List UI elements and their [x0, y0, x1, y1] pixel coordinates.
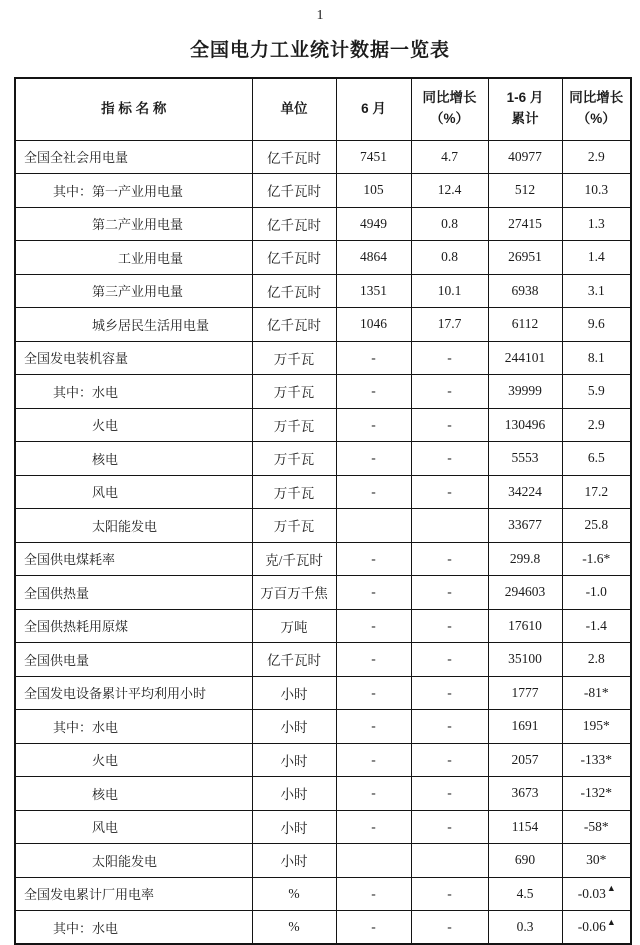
month-yoy-cell: - — [411, 676, 488, 710]
month-yoy-cell: - — [411, 542, 488, 576]
unit-cell: 亿千瓦时 — [252, 241, 336, 275]
month-value-cell: - — [336, 877, 411, 911]
cumulative-yoy-cell: -0.03▲ — [562, 877, 631, 911]
indicator-cell: 第二产业用电量 — [15, 207, 252, 241]
indicator-cell: 火电 — [15, 743, 252, 777]
cumulative-value-cell: 2057 — [488, 743, 562, 777]
cumulative-yoy-cell: 6.5 — [562, 442, 631, 476]
table-row — [15, 710, 631, 744]
cumulative-value-cell: 4.5 — [488, 877, 562, 911]
cumulative-yoy-cell: 25.8 — [562, 509, 631, 543]
cumulative-yoy-cell: 10.3 — [562, 174, 631, 208]
cumulative-value-cell: 1777 — [488, 676, 562, 710]
unit-cell: 万千瓦 — [252, 509, 336, 543]
unit-cell: 亿千瓦时 — [252, 308, 336, 342]
table-row — [15, 542, 631, 576]
indicator-cell: 全国发电装机容量 — [15, 341, 252, 375]
stats-table — [14, 77, 632, 945]
cumulative-yoy-cell: 9.6 — [562, 308, 631, 342]
unit-cell: 万千瓦 — [252, 475, 336, 509]
column-header — [411, 78, 488, 140]
unit-cell: 万千瓦 — [252, 408, 336, 442]
table-row — [15, 576, 631, 610]
unit-cell: 小时 — [252, 810, 336, 844]
unit-cell: 万吨 — [252, 609, 336, 643]
indicator-cell: 风电 — [15, 810, 252, 844]
header-row — [15, 78, 631, 140]
month-yoy-cell: 10.1 — [411, 274, 488, 308]
month-yoy-cell: - — [411, 442, 488, 476]
column-header-line: 指 标 名 称 — [101, 100, 167, 116]
unit-cell: 万千瓦 — [252, 442, 336, 476]
column-header — [252, 78, 336, 140]
month-yoy-cell: - — [411, 375, 488, 409]
unit-cell: 小时 — [252, 710, 336, 744]
table-row — [15, 375, 631, 409]
table-row — [15, 777, 631, 811]
month-value-cell: 7451 — [336, 140, 411, 174]
indicator-cell: 核电 — [15, 777, 252, 811]
month-value-cell: - — [336, 777, 411, 811]
month-yoy-cell: - — [411, 408, 488, 442]
indicator-cell: 全国供电量 — [15, 643, 252, 677]
cumulative-yoy-cell: 195* — [562, 710, 631, 744]
month-value-cell: - — [336, 643, 411, 677]
unit-cell: 亿千瓦时 — [252, 140, 336, 174]
month-value-cell — [336, 844, 411, 878]
month-yoy-cell: 0.8 — [411, 241, 488, 275]
cumulative-value-cell: 0.3 — [488, 911, 562, 945]
unit-cell: 亿千瓦时 — [252, 207, 336, 241]
table-row — [15, 911, 631, 945]
column-header-line: 同比增长 — [569, 90, 624, 106]
month-value-cell: - — [336, 542, 411, 576]
table-row — [15, 241, 631, 275]
indicator-cell: 工业用电量 — [15, 241, 252, 275]
month-yoy-cell: - — [411, 576, 488, 610]
month-yoy-cell: 17.7 — [411, 308, 488, 342]
table-row — [15, 810, 631, 844]
unit-cell: 小时 — [252, 743, 336, 777]
column-header-line: 1-6 月 — [506, 90, 544, 106]
unit-cell: 克/千瓦时 — [252, 542, 336, 576]
month-yoy-cell: - — [411, 810, 488, 844]
month-yoy-cell — [411, 509, 488, 543]
table-row — [15, 509, 631, 543]
month-yoy-cell: - — [411, 777, 488, 811]
cumulative-value-cell: 27415 — [488, 207, 562, 241]
month-yoy-cell: - — [411, 643, 488, 677]
table-row — [15, 643, 631, 677]
cumulative-yoy-cell: 3.1 — [562, 274, 631, 308]
cumulative-yoy-cell: 5.9 — [562, 375, 631, 409]
unit-cell: 万千瓦 — [252, 341, 336, 375]
month-yoy-cell: - — [411, 341, 488, 375]
unit-cell: 小时 — [252, 777, 336, 811]
column-header-line: （%） — [429, 111, 469, 127]
month-value-cell: - — [336, 408, 411, 442]
month-value-cell: 105 — [336, 174, 411, 208]
unit-cell: 小时 — [252, 676, 336, 710]
cumulative-yoy-cell: -81* — [562, 676, 631, 710]
month-yoy-cell: - — [411, 710, 488, 744]
table-row — [15, 877, 631, 911]
indicator-cell: 其中：水电 — [15, 710, 252, 744]
cumulative-value-cell: 39999 — [488, 375, 562, 409]
cumulative-value-cell: 3673 — [488, 777, 562, 811]
month-value-cell: - — [336, 911, 411, 945]
cumulative-value-cell: 5553 — [488, 442, 562, 476]
cumulative-value-cell: 244101 — [488, 341, 562, 375]
month-value-cell: - — [336, 576, 411, 610]
unit-cell: 小时 — [252, 844, 336, 878]
column-header-line: 单位 — [280, 100, 308, 116]
indicator-cell: 太阳能发电 — [15, 509, 252, 543]
month-value-cell — [336, 509, 411, 543]
month-value-cell: 1046 — [336, 308, 411, 342]
month-value-cell: - — [336, 810, 411, 844]
table-row — [15, 274, 631, 308]
cumulative-yoy-cell: 1.4 — [562, 241, 631, 275]
indicator-cell: 其中：水电 — [15, 911, 252, 945]
month-value-cell: - — [336, 710, 411, 744]
table-row — [15, 475, 631, 509]
month-yoy-cell: - — [411, 877, 488, 911]
indicator-cell: 第三产业用电量 — [15, 274, 252, 308]
column-header-line: （%） — [576, 111, 616, 127]
cumulative-yoy-cell: 17.2 — [562, 475, 631, 509]
table-row — [15, 442, 631, 476]
cumulative-yoy-cell: -58* — [562, 810, 631, 844]
cumulative-yoy-cell: 8.1 — [562, 341, 631, 375]
table-row — [15, 207, 631, 241]
cumulative-yoy-cell: -1.6* — [562, 542, 631, 576]
month-value-cell: - — [336, 475, 411, 509]
table-row — [15, 609, 631, 643]
month-value-cell: - — [336, 609, 411, 643]
cumulative-value-cell: 299.8 — [488, 542, 562, 576]
cumulative-yoy-cell: -133* — [562, 743, 631, 777]
cumulative-value-cell: 34224 — [488, 475, 562, 509]
cumulative-value-cell: 1691 — [488, 710, 562, 744]
table-body — [15, 140, 631, 944]
cumulative-value-cell: 33677 — [488, 509, 562, 543]
cumulative-value-cell: 40977 — [488, 140, 562, 174]
month-value-cell: 1351 — [336, 274, 411, 308]
cumulative-yoy-cell: -1.4 — [562, 609, 631, 643]
table-row — [15, 308, 631, 342]
month-value-cell: - — [336, 743, 411, 777]
triangle-marker: ▲ — [606, 883, 616, 894]
page-number: 1 — [316, 8, 324, 23]
indicator-cell: 其中：第一产业用电量 — [15, 174, 252, 208]
month-yoy-cell: - — [411, 911, 488, 945]
unit-cell: % — [252, 877, 336, 911]
indicator-cell: 太阳能发电 — [15, 844, 252, 878]
month-value-cell: 4864 — [336, 241, 411, 275]
table-row — [15, 676, 631, 710]
unit-cell: % — [252, 911, 336, 945]
cumulative-value-cell: 35100 — [488, 643, 562, 677]
cumulative-value-cell: 26951 — [488, 241, 562, 275]
column-header — [336, 78, 411, 140]
month-yoy-cell — [411, 844, 488, 878]
cumulative-yoy-cell: 1.3 — [562, 207, 631, 241]
month-value-cell: - — [336, 341, 411, 375]
cumulative-yoy-cell: 2.9 — [562, 408, 631, 442]
indicator-cell: 其中：水电 — [15, 375, 252, 409]
cumulative-value-cell: 6938 — [488, 274, 562, 308]
indicator-cell: 全国全社会用电量 — [15, 140, 252, 174]
month-yoy-cell: 0.8 — [411, 207, 488, 241]
month-value-cell: - — [336, 676, 411, 710]
cumulative-yoy-cell: -0.06▲ — [562, 911, 631, 945]
table-row — [15, 341, 631, 375]
table-row — [15, 408, 631, 442]
indicator-cell: 全国发电设备累计平均利用小时 — [15, 676, 252, 710]
month-value-cell: - — [336, 375, 411, 409]
cumulative-value-cell: 294603 — [488, 576, 562, 610]
indicator-cell: 城乡居民生活用电量 — [15, 308, 252, 342]
indicator-cell: 全国发电累计厂用电率 — [15, 877, 252, 911]
unit-cell: 亿千瓦时 — [252, 274, 336, 308]
column-header-line: 6 月 — [361, 100, 386, 116]
month-yoy-cell: - — [411, 475, 488, 509]
table-row — [15, 743, 631, 777]
unit-cell: 亿千瓦时 — [252, 643, 336, 677]
cumulative-yoy-cell: 30* — [562, 844, 631, 878]
column-header-line: 累计 — [511, 111, 539, 127]
indicator-cell: 全国供电煤耗率 — [15, 542, 252, 576]
table-row — [15, 844, 631, 878]
indicator-cell: 火电 — [15, 408, 252, 442]
page-title: 全国电力工业统计数据一览表 — [189, 40, 450, 61]
unit-cell: 万百万千焦 — [252, 576, 336, 610]
triangle-marker: ▲ — [606, 916, 616, 927]
cumulative-yoy-cell: -1.0 — [562, 576, 631, 610]
cumulative-value-cell: 130496 — [488, 408, 562, 442]
table-row — [15, 174, 631, 208]
cumulative-yoy-cell: 2.8 — [562, 643, 631, 677]
unit-cell: 万千瓦 — [252, 375, 336, 409]
month-yoy-cell: 12.4 — [411, 174, 488, 208]
table-row — [15, 140, 631, 174]
cumulative-value-cell: 17610 — [488, 609, 562, 643]
cumulative-value-cell: 1154 — [488, 810, 562, 844]
indicator-cell: 核电 — [15, 442, 252, 476]
column-header — [15, 78, 252, 140]
unit-cell: 亿千瓦时 — [252, 174, 336, 208]
indicator-cell: 全国供热量 — [15, 576, 252, 610]
cumulative-yoy-cell: -132* — [562, 777, 631, 811]
column-header — [488, 78, 562, 140]
column-header-line: 同比增长 — [422, 90, 477, 106]
month-yoy-cell: 4.7 — [411, 140, 488, 174]
cumulative-value-cell: 6112 — [488, 308, 562, 342]
month-value-cell: 4949 — [336, 207, 411, 241]
indicator-cell: 风电 — [15, 475, 252, 509]
column-header — [562, 78, 631, 140]
month-yoy-cell: - — [411, 743, 488, 777]
indicator-cell: 全国供热耗用原煤 — [15, 609, 252, 643]
cumulative-yoy-cell: 2.9 — [562, 140, 631, 174]
month-value-cell: - — [336, 442, 411, 476]
cumulative-value-cell: 690 — [488, 844, 562, 878]
cumulative-value-cell: 512 — [488, 174, 562, 208]
month-yoy-cell: - — [411, 609, 488, 643]
